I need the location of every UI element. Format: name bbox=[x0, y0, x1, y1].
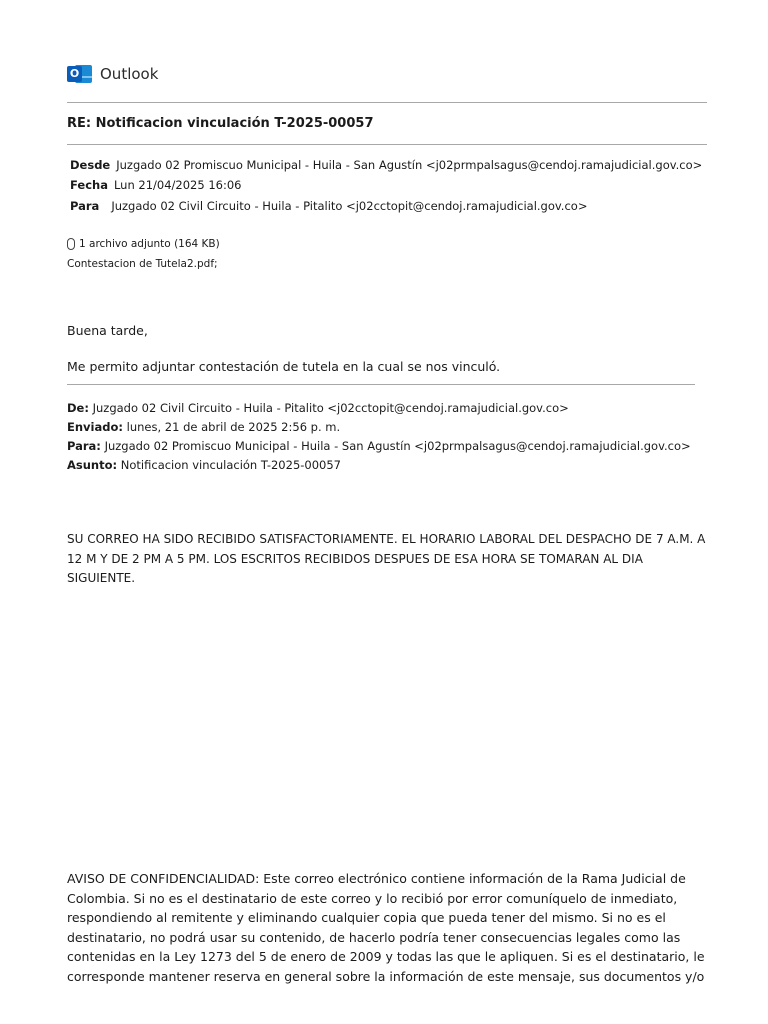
divider bbox=[67, 144, 707, 145]
header-from bbox=[70, 158, 702, 172]
fwd-from-value: Juzgado 02 Civil Circuito - Huila - Pitalito <j02cctopit@cendoj.ramajudicial.gov.co> bbox=[92, 401, 569, 415]
divider bbox=[67, 384, 695, 385]
message-subject: RE: Notificacion vinculación T-2025-00057 bbox=[67, 116, 374, 131]
attachment-summary-text: 1 archivo adjunto (164 KB) bbox=[79, 238, 220, 250]
date-label: Fecha bbox=[70, 178, 108, 192]
header-date bbox=[70, 178, 242, 192]
fwd-to-value: Juzgado 02 Promiscuo Municipal - Huila - San Agustín <j02prmpalsagus@cendoj.ramajudicial.gov.co> bbox=[104, 439, 691, 453]
date-value: Lun 21/04/2025 16:06 bbox=[113, 178, 242, 192]
app-name: Outlook bbox=[100, 65, 159, 83]
from-label: Desde bbox=[70, 158, 111, 172]
fwd-from-label: De: bbox=[67, 401, 89, 415]
to-label: Para bbox=[70, 199, 100, 213]
outlook-brand bbox=[67, 62, 158, 86]
from-value[interactable]: Juzgado 02 Promiscuo Municipal - Huila - San Agustín <j02prmpalsagus@cendoj.ramajudicial.gov.co> bbox=[116, 158, 703, 172]
fwd-subject-value: Notificacion vinculación T-2025-00057 bbox=[120, 458, 341, 472]
forwarded-to bbox=[67, 439, 691, 453]
forwarded-sent bbox=[67, 420, 340, 434]
paperclip-icon bbox=[67, 238, 75, 250]
to-value[interactable]: Juzgado 02 Civil Circuito - Huila - Pitalito <j02cctopit@cendoj.ramajudicial.gov.co> bbox=[111, 199, 588, 213]
fwd-to-label: Para: bbox=[67, 439, 101, 453]
fwd-sent-value: lunes, 21 de abril de 2025 2:56 p. m. bbox=[126, 420, 341, 434]
fwd-sent-label: Enviado: bbox=[67, 420, 123, 434]
forwarded-subject bbox=[67, 458, 341, 472]
header-to bbox=[70, 199, 587, 213]
message-body: Me permito adjuntar contestación de tutela en la cual se nos vinculó. bbox=[67, 359, 501, 374]
fwd-subject-label: Asunto: bbox=[67, 458, 118, 472]
attachment-file[interactable]: Contestacion de Tutela2.pdf; bbox=[67, 258, 218, 270]
confidentiality-notice: AVISO DE CONFIDENCIALIDAD: Este correo electrónico contiene información de la Rama Judicial de Colombia. Si no es el destinatario de este correo y lo recibió por error comuníquelo de inmediato, respondiendo al remitente y eliminando cualquier copia que pueda tener del mismo. Si no es el destinatario, no podrá usar su contenido, de hacerlo podría tener consecuencias legales como las contenidas en la Ley 1273 del 5 de enero de 2009 y todas las que le apliquen. Si es el destinatario, le corresponde mantener reserva en general sobre la información de este mensaje, sus documentos y/o bbox=[67, 871, 705, 984]
attachment-summary bbox=[67, 238, 220, 250]
outlook-logo-icon: O bbox=[67, 62, 92, 86]
greeting: Buena tarde, bbox=[67, 323, 148, 338]
divider bbox=[67, 102, 707, 103]
forwarded-from bbox=[67, 401, 569, 415]
receipt-notice: SU CORREO HA SIDO RECIBIDO SATISFACTORIAMENTE. EL HORARIO LABORAL DEL DESPACHO DE 7 A.M. A 12 M Y DE 2 PM A 5 PM. LOS ESCRITOS RECIBIDOS DESPUES DE ESA HORA SE TOMARAN AL DIA SIGUIENTE. bbox=[67, 532, 706, 585]
